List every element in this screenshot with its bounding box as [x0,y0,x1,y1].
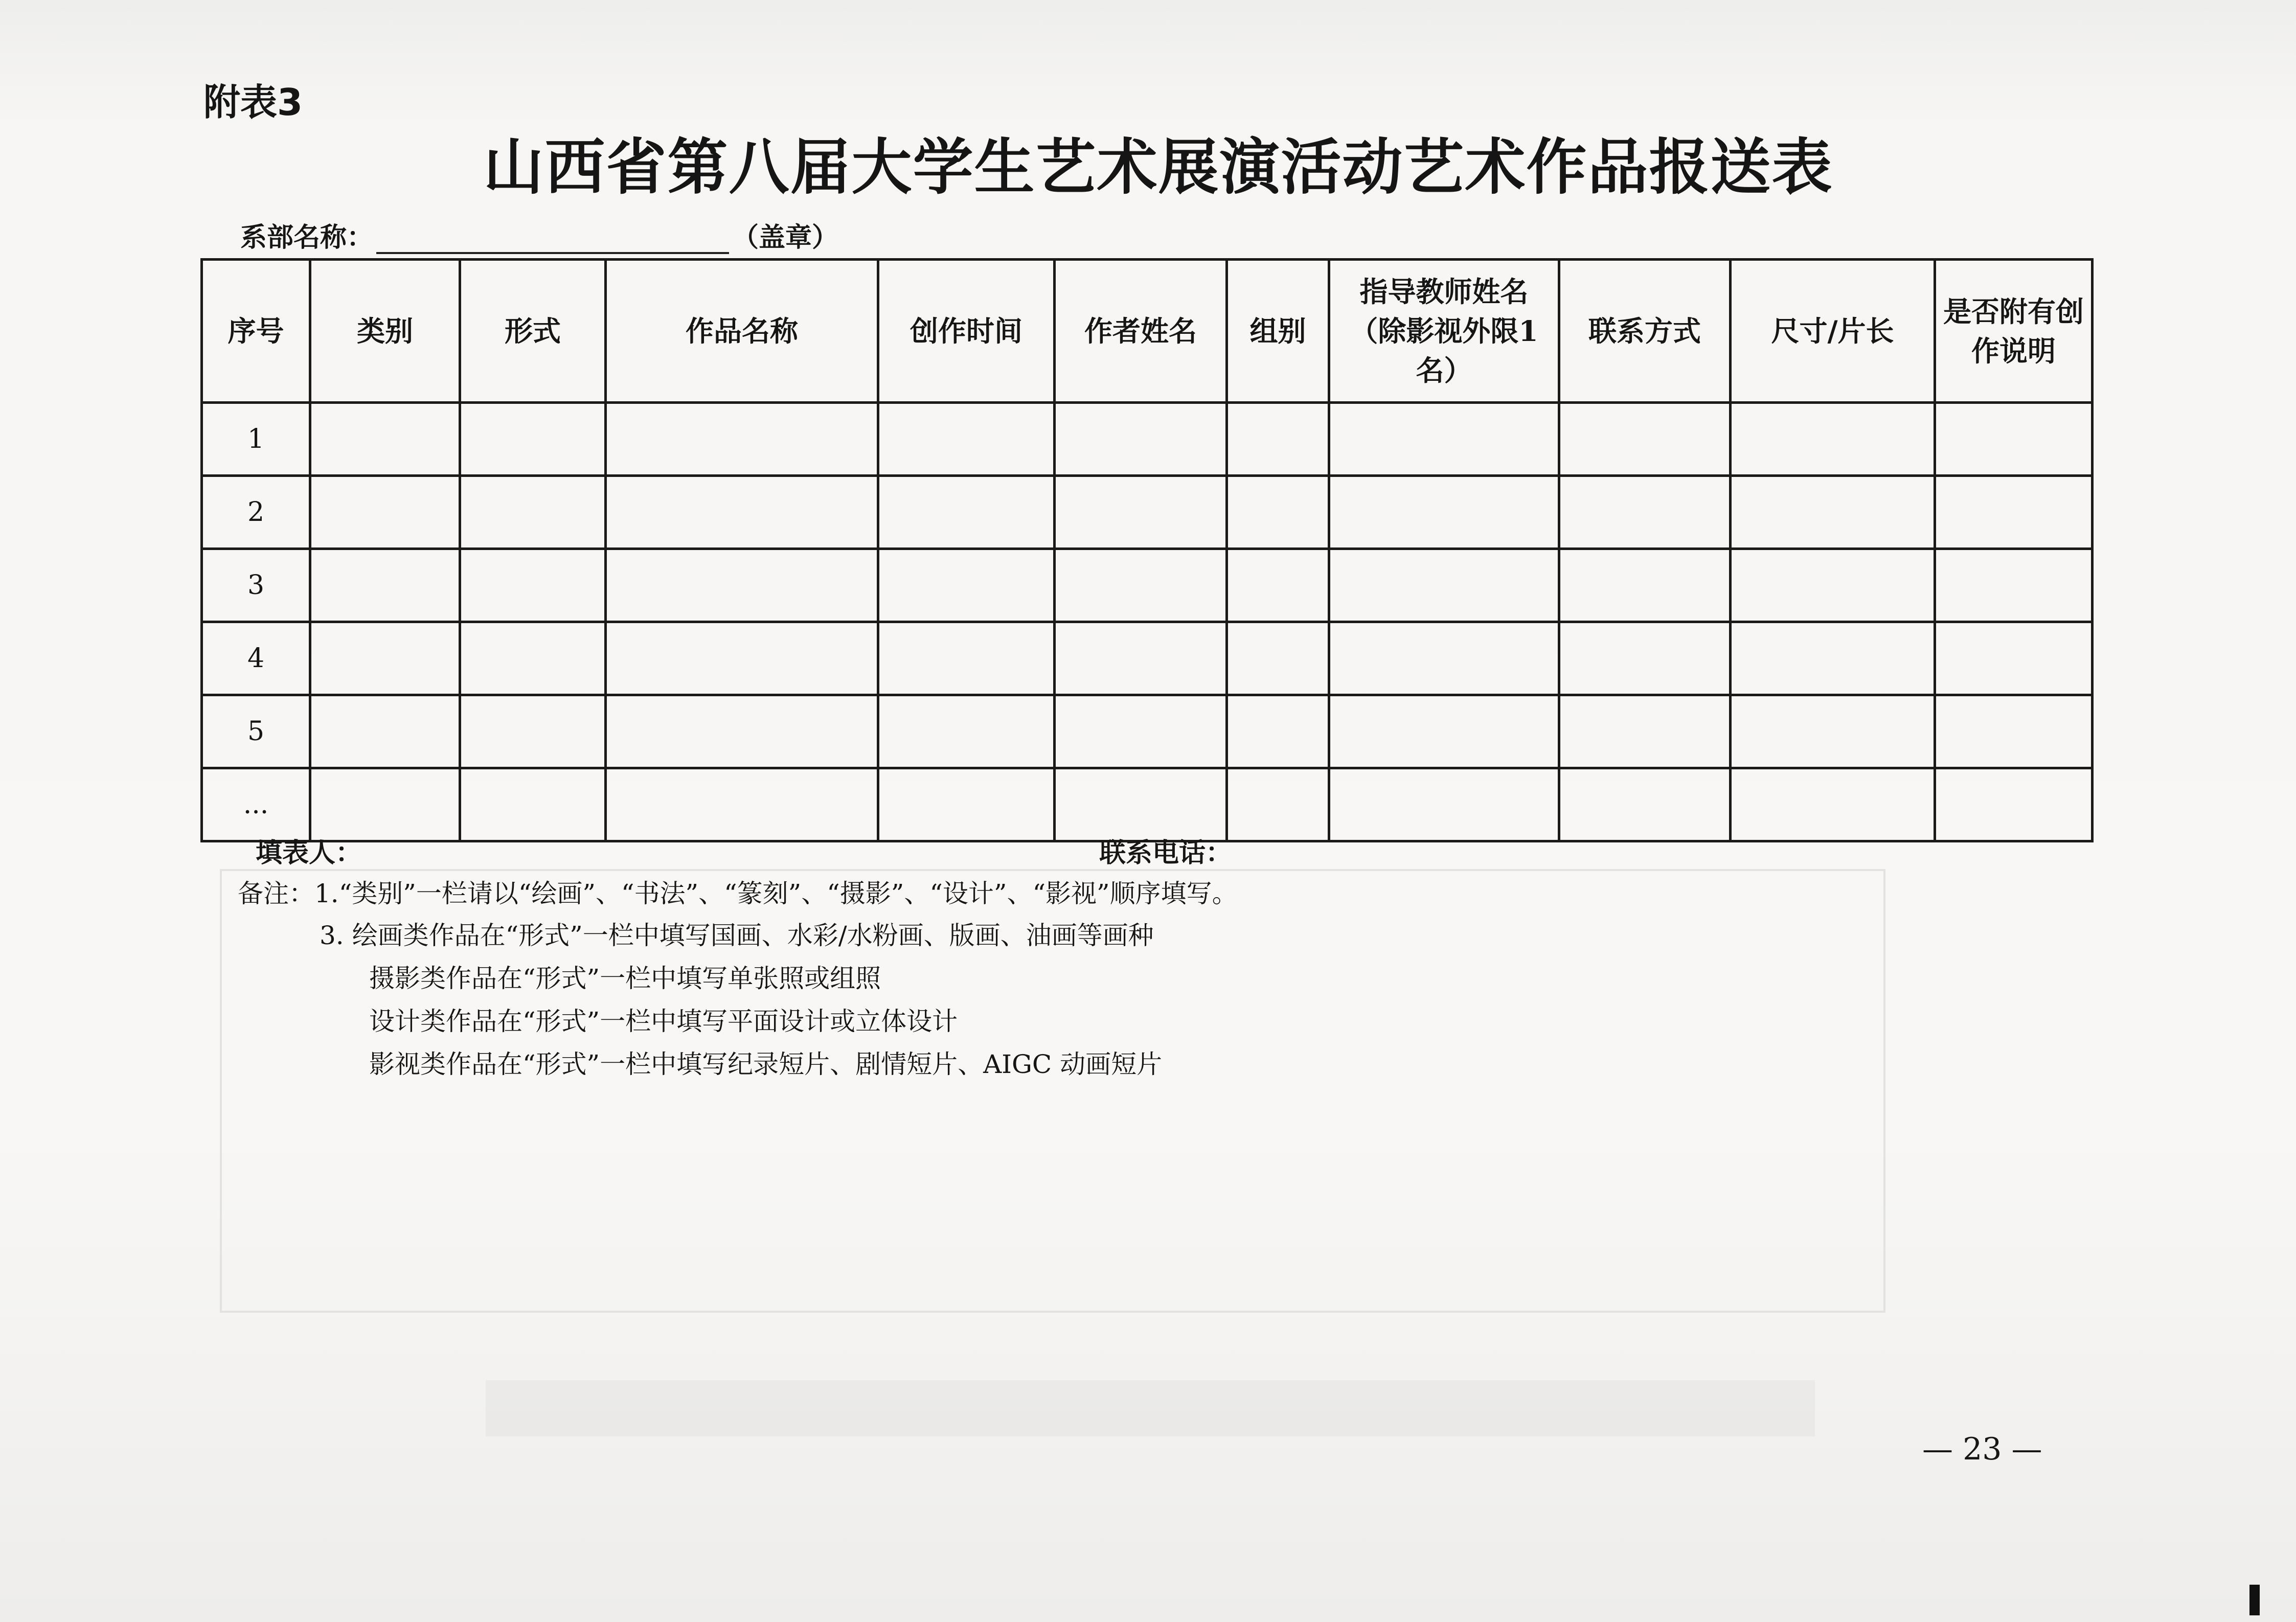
note-3-design: 设计类作品在“形式”一栏中填写平面设计或立体设计 [369,1007,958,1036]
header-creation-time: 创作时间 [878,260,1055,403]
filler-label: 填表人： [256,837,362,869]
header-index: 序号 [202,260,310,403]
cell-has-description[interactable] [1935,549,2093,622]
cell-contact[interactable] [1559,403,1731,476]
header-has-description: 是否附有创作说明 [1935,260,2093,403]
cell-contact[interactable] [1559,549,1731,622]
cell-group[interactable] [1227,403,1329,476]
cell-contact[interactable] [1559,768,1731,841]
cell-form[interactable] [460,549,606,622]
header-work-name: 作品名称 [606,260,878,403]
cell-author-name[interactable] [1055,549,1227,622]
cell-form[interactable] [460,403,606,476]
header-contact: 联系方式 [1559,260,1731,403]
cell-author-name[interactable] [1055,695,1227,768]
cell-work-name[interactable] [606,549,878,622]
cell-category[interactable] [310,403,460,476]
cell-work-name[interactable] [606,622,878,695]
note-3-film: 影视类作品在“形式”一栏中填写纪录短片、剧情短片、AIGC 动画短片 [369,1049,1163,1079]
cell-category[interactable] [310,622,460,695]
cell-category[interactable] [310,549,460,622]
appendix-label: 附表3 [203,81,303,124]
note-3-photography: 摄影类作品在“形式”一栏中填写单张照或组照 [369,964,881,993]
cell-group[interactable] [1227,549,1329,622]
cell-group[interactable] [1227,695,1329,768]
cell-form[interactable] [460,476,606,549]
table-row [202,695,2093,768]
cell-has-description[interactable] [1935,768,2093,841]
cell-has-description[interactable] [1935,476,2093,549]
table-header-row [202,260,2093,403]
cell-contact[interactable] [1559,695,1731,768]
department-label: 系部名称： [240,222,374,253]
header-instructor: 指导教师姓名（除影视外限1名） [1329,260,1559,403]
cell-has-description[interactable] [1935,403,2093,476]
row-index: 2 [202,476,310,549]
note-3: 3. 绘画类作品在“形式”一栏中填写国画、水彩/水粉画、版画、油画等画种 [320,921,1154,950]
cell-group[interactable] [1227,768,1329,841]
cell-category[interactable] [310,768,460,841]
department-field [240,216,838,254]
phone-label: 联系电话： [1099,837,1233,869]
cell-size-length[interactable] [1731,476,1935,549]
cell-creation-time[interactable] [878,403,1055,476]
row-index: 5 [202,695,310,768]
cell-creation-time[interactable] [878,476,1055,549]
cell-size-length[interactable] [1731,549,1935,622]
note-1: 备注：1.“类别”一栏请以“绘画”、“书法”、“篆刻”、“摄影”、“设计”、“影视”顺序填写。 [238,879,1238,908]
cell-instructor[interactable] [1329,403,1559,476]
cell-creation-time[interactable] [878,622,1055,695]
cell-size-length[interactable] [1731,695,1935,768]
cell-creation-time[interactable] [878,549,1055,622]
cell-creation-time[interactable] [878,768,1055,841]
table-row [202,549,2093,622]
scan-edge-mark [2249,1585,2260,1615]
cell-work-name[interactable] [606,476,878,549]
header-author-name: 作者姓名 [1055,260,1227,403]
cell-form[interactable] [460,622,606,695]
header-group: 组别 [1227,260,1329,403]
table-row [202,622,2093,695]
cell-instructor[interactable] [1329,768,1559,841]
cell-has-description[interactable] [1935,695,2093,768]
row-index: 1 [202,403,310,476]
table-row [202,768,2093,841]
cell-instructor[interactable] [1329,695,1559,768]
cell-form[interactable] [460,695,606,768]
header-form: 形式 [460,260,606,403]
cell-work-name[interactable] [606,768,878,841]
row-index: ... [202,768,310,841]
cell-category[interactable] [310,695,460,768]
cell-author-name[interactable] [1055,622,1227,695]
cell-work-name[interactable] [606,403,878,476]
table-row [202,476,2093,549]
seal-label: （盖章） [732,222,839,253]
header-size-length: 尺寸/片长 [1731,260,1935,403]
cell-has-description[interactable] [1935,622,2093,695]
page-number: — 23 — [1922,1431,2042,1467]
cell-instructor[interactable] [1329,476,1559,549]
page-title: 山西省第八届大学生艺术展演活动艺术作品报送表 [483,131,1833,202]
cell-contact[interactable] [1559,476,1731,549]
cell-category[interactable] [310,476,460,549]
department-input-line[interactable] [376,226,729,254]
cell-instructor[interactable] [1329,622,1559,695]
cell-author-name[interactable] [1055,476,1227,549]
cell-instructor[interactable] [1329,549,1559,622]
cell-work-name[interactable] [606,695,878,768]
cell-size-length[interactable] [1731,403,1935,476]
row-index: 4 [202,622,310,695]
submission-table [200,258,2094,842]
cell-size-length[interactable] [1731,768,1935,841]
row-index: 3 [202,549,310,622]
cell-size-length[interactable] [1731,622,1935,695]
cell-contact[interactable] [1559,622,1731,695]
header-category: 类别 [310,260,460,403]
cell-group[interactable] [1227,622,1329,695]
cell-author-name[interactable] [1055,768,1227,841]
cell-form[interactable] [460,768,606,841]
table-row [202,403,2093,476]
cell-author-name[interactable] [1055,403,1227,476]
bleed-through-title [486,1380,1815,1436]
cell-group[interactable] [1227,476,1329,549]
cell-creation-time[interactable] [878,695,1055,768]
